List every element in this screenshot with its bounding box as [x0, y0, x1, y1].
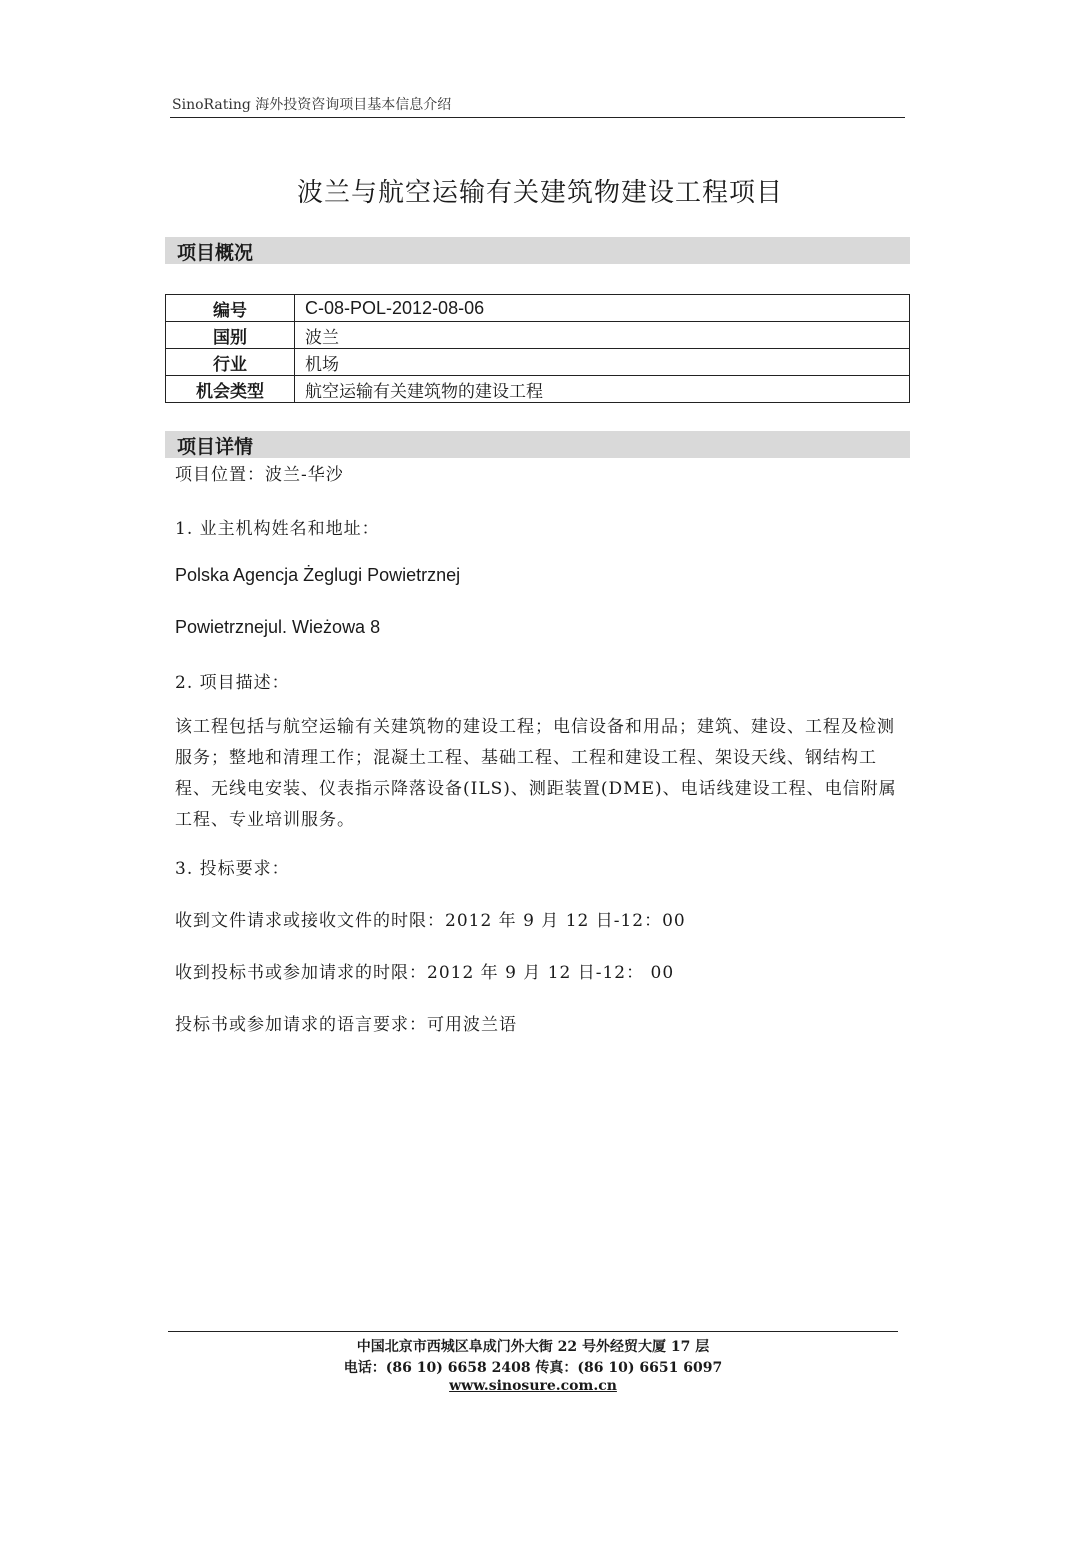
footer-address: 中国北京市西城区阜成门外大街 22 号外经贸大厦 17 层: [356, 1339, 710, 1355]
owner-name: Polska Agencja Żeglugi Powietrznej: [175, 565, 461, 585]
section-overview-bar: [165, 237, 910, 264]
requirement-docs-deadline: 收到文件请求或接收文件的时限：2012 年 9 月 12 日-12：00: [175, 911, 686, 931]
row-value-industry: 机场: [295, 349, 910, 376]
requirement-language: 投标书或参加请求的语言要求：可用波兰语: [175, 1015, 517, 1035]
row-key-industry: 行业: [166, 349, 295, 376]
section-details-heading: 项目详情: [177, 436, 254, 458]
table-row: [166, 295, 910, 322]
row-key-type: 机会类型: [166, 376, 295, 403]
row-value-code: C-08-POL-2012-08-06: [295, 295, 910, 322]
owner-address: Powietrznejul. Wieżowa 8: [175, 617, 381, 637]
project-location: 项目位置：波兰-华沙: [175, 465, 344, 485]
project-description: 该工程包括与航空运输有关建筑物的建设工程；电信设备和用品；建筑、建设、工程及检测服务；整地和清理工作；混凝土工程、基础工程、工程和建设工程、架设天线、钢结构工程、无线电安装、仪表指示降落设备(ILS)、测距装置(DME)、电话线建设工程、电信附属工程、专业培训服务。: [175, 717, 897, 830]
table-row: [166, 322, 910, 349]
row-key-code: 编号: [166, 295, 295, 322]
row-key-country: 国别: [166, 322, 295, 349]
footer-rule: [168, 1331, 898, 1332]
table-row: [166, 349, 910, 376]
requirement-bid-deadline: 收到投标书或参加请求的时限：2012 年 9 月 12 日-12： 00: [175, 963, 675, 983]
overview-table: [165, 294, 910, 403]
item1-label: 1. 业主机构姓名和地址：: [175, 519, 380, 539]
footer-website-link[interactable]: www.sinosure.com.cn: [449, 1378, 617, 1394]
header-rule: [170, 117, 905, 118]
item3-label: 3. 投标要求：: [175, 859, 290, 879]
footer-phone: 电话：(86 10) 6658 2408 传真：(86 10) 6651 6097: [343, 1360, 723, 1376]
row-value-country: 波兰: [295, 322, 910, 349]
item2-label: 2. 项目描述：: [175, 673, 290, 693]
row-value-type: 航空运输有关建筑物的建设工程: [295, 376, 910, 403]
page-header: SinoRating 海外投资咨询项目基本信息介绍: [172, 97, 452, 113]
section-details-bar: [165, 431, 910, 458]
document-title: 波兰与航空运输有关建筑物建设工程项目: [296, 178, 783, 209]
footer-url-wrap: [0, 1378, 1066, 1394]
section-overview-heading: 项目概况: [177, 242, 254, 264]
table-row: [166, 376, 910, 403]
